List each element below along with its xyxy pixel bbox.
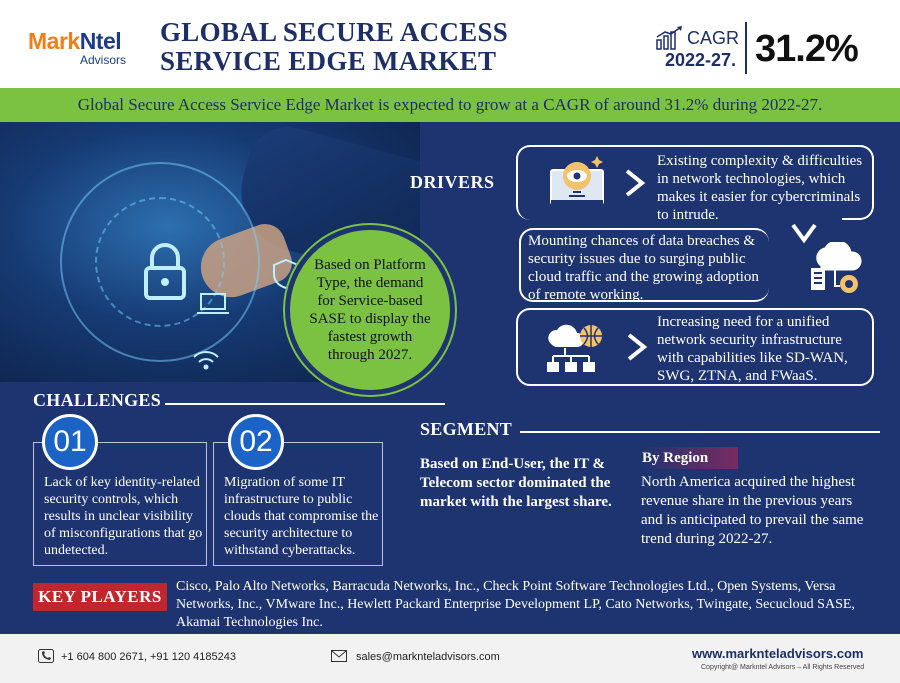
laptop-icon bbox=[196, 292, 230, 316]
page-title bbox=[160, 18, 540, 76]
padlock-icon bbox=[140, 242, 190, 302]
end-user-segment-text: Based on End-User, the IT & Telecom sector dominated the market with the largest share. bbox=[420, 456, 612, 510]
driver-3-text: Increasing need for a unified network security infrastructure with capabilities like SD-WAN, SWG, ZTNA, and FWaaS. bbox=[657, 314, 848, 384]
footer bbox=[0, 634, 900, 683]
footer-copyright: Copyright@ Markntel Advisors – All Rights Reserved bbox=[701, 664, 865, 671]
logo-part-ntel: Ntel bbox=[79, 28, 122, 54]
cagr-value: 31.2% bbox=[755, 28, 858, 70]
logo-subtitle: Advisors bbox=[80, 53, 127, 67]
footer-website-link[interactable]: www.marknteladvisors.com bbox=[692, 646, 864, 661]
chevron-right-icon bbox=[626, 332, 648, 362]
cagr-divider bbox=[745, 22, 747, 74]
drivers-heading: DRIVERS bbox=[410, 172, 495, 192]
phone-icon bbox=[38, 649, 54, 663]
platform-type-callout: Based on Platform Type, the demand for Service-based SASE to display the fastest growth through 2027. bbox=[285, 225, 455, 395]
wifi-icon bbox=[190, 347, 222, 373]
challenges-heading: CHALLENGES bbox=[33, 390, 162, 410]
driver-2-text: Mounting chances of data breaches & security issues due to surging public cloud traffic and the growing adoption of remote working. bbox=[528, 233, 759, 303]
header bbox=[0, 0, 900, 88]
title-line-2: SERVICE EDGE MARKET bbox=[160, 46, 497, 76]
key-players-text: Cisco, Palo Alto Networks, Barracuda Networks, Inc., Check Point Software Technologies Ltd., Open Systems, Versa Networks, Inc., VMware Inc., Hewlett Packard Enterprise Development LP, Cato Networks, Twingate, Secucloud SASE, Akamai Technologies Inc. bbox=[176, 579, 855, 630]
key-players-label: KEY PLAYERS bbox=[33, 583, 167, 611]
challenge-1-text: Lack of key identity-related security controls, which results in unclear visibility of misconfigurations that go undetected. bbox=[44, 475, 203, 558]
bar-chart-icon bbox=[655, 26, 685, 50]
chevron-down-icon bbox=[790, 222, 818, 244]
challenges-rule bbox=[165, 403, 445, 405]
segment-heading: SEGMENT bbox=[420, 419, 513, 439]
segment-rule bbox=[520, 431, 880, 433]
footer-email[interactable]: sales@marknteladvisors.com bbox=[356, 651, 500, 663]
cloud-server-icon bbox=[805, 242, 867, 298]
footer-phone[interactable]: +1 604 800 2671, +91 120 4185243 bbox=[61, 651, 236, 663]
chevron-right-icon bbox=[624, 168, 646, 198]
challenge-2-number: 02 bbox=[228, 414, 284, 470]
logo-part-mark: Mark bbox=[28, 28, 80, 54]
company-logo[interactable] bbox=[28, 28, 126, 67]
region-label: By Region bbox=[640, 447, 738, 469]
title-line-1: GLOBAL SECURE ACCESS bbox=[160, 17, 509, 47]
cagr-label: CAGR bbox=[687, 28, 740, 48]
eye-scan-icon bbox=[545, 152, 609, 210]
email-icon bbox=[331, 649, 347, 663]
logo-wordmark bbox=[28, 28, 126, 55]
challenge-1-number: 01 bbox=[42, 414, 98, 470]
cagr-badge bbox=[655, 22, 895, 74]
cloud-network-icon bbox=[543, 322, 609, 378]
driver-1-text: Existing complexity & difficulties in network technologies, which makes it easier for cybercriminals to intrude. bbox=[657, 153, 863, 223]
summary-banner: Global Secure Access Service Edge Market is expected to grow at a CAGR of around 31.2% during 2022-27. bbox=[0, 88, 900, 122]
region-text: North America acquired the highest revenue share in the previous years and is anticipated to prevail the same trend during 2022-27. bbox=[641, 474, 864, 547]
cagr-years: 2022-27. bbox=[665, 50, 737, 70]
challenge-2-text: Migration of some IT infrastructure to public clouds that compromise the security architecture to withstand cyberattacks. bbox=[224, 475, 379, 558]
